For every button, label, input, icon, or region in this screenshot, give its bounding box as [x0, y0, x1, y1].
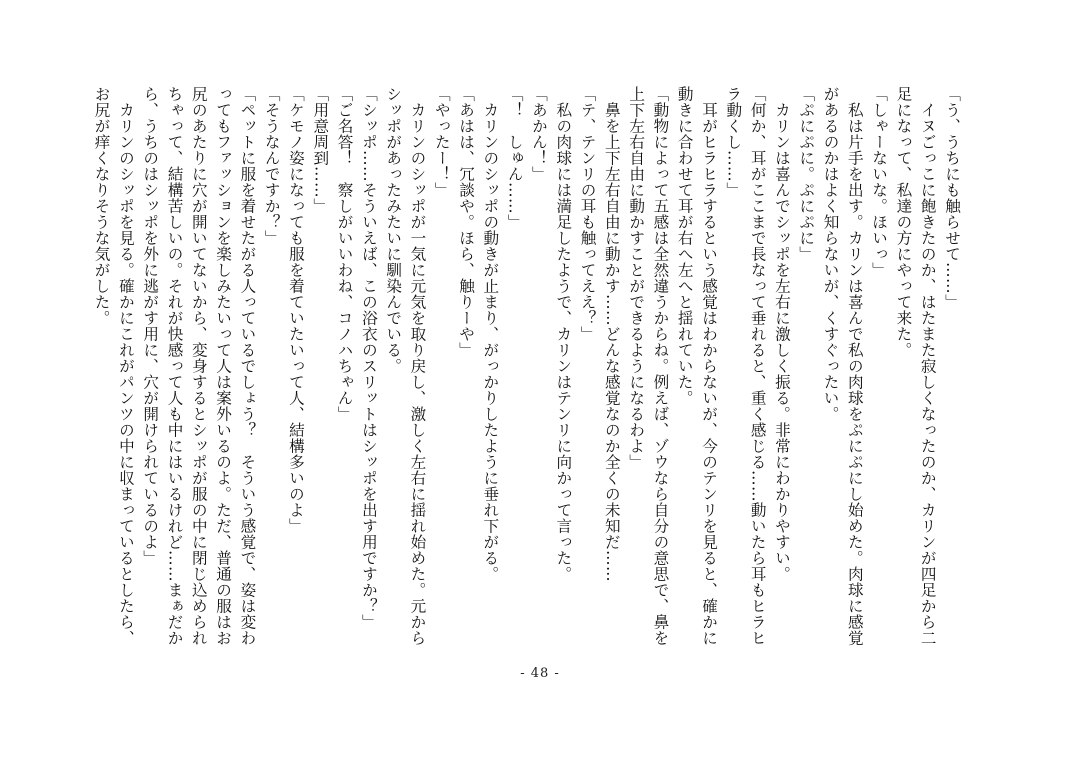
text-line: お尻が痒くなりそうな気がした。	[92, 86, 111, 326]
text-line: ラ動くし……」	[724, 86, 743, 198]
text-line: カリンのシッポの動きが止まり、がっかりしたように垂れ下がる。	[481, 86, 500, 582]
text-line: 「何か、耳がここまで長なって垂れると、重く感じる……動いたら耳もヒラヒ	[748, 86, 767, 646]
text-line: 上下左右自由に動かすことができるようになるわよ」	[627, 86, 646, 470]
text-line: 「！ しゅん……」	[505, 86, 524, 230]
vertical-text-body	[92, 86, 964, 646]
text-line: 耳がヒラヒラするという感覚はわからないが、今のテンリを見ると、確かに	[700, 86, 719, 646]
text-line: ってもファッションを楽しみたいって人は案外いるのよ。ただ、普通の服はお	[214, 86, 233, 646]
text-line: 鼻を上下左右自由に動かす……どんな感覚なのか全くの未知だ……	[602, 86, 621, 582]
text-line: 私は片手を出す。カリンは喜んで私の肉球をぷにぷにし始めた。肉球に感覚	[845, 86, 864, 646]
text-line: 動きに合わせて耳が右へ左へと揺れていた。	[675, 86, 694, 406]
text-line: カリンは喜んでシッポを左右に激しく振る。非常にわかりやすい。	[772, 86, 791, 582]
text-line: があるのかはよく知らないが、くすぐったい。	[821, 86, 840, 422]
text-line: シッポがあったみたいに馴染んでいる。	[384, 86, 403, 374]
text-line: 「ご名答！ 察しがいいわね、コノハちゃん」	[335, 86, 354, 422]
text-line: 足になって、私達の方にやって来た。	[894, 86, 913, 358]
text-line: 「テ、テンリの耳も触ってええ？」	[578, 86, 597, 342]
text-line: カリンのシッポが一気に元気を取り戻し、激しく左右に揺れ始めた。元から	[408, 86, 427, 646]
text-line: 「そうなんですか？」	[262, 86, 281, 246]
text-line: 「動物によって五感は全然違うからね。例えば、ゾウなら自分の意思で、鼻を	[651, 86, 670, 646]
text-line: 「ケモノ姿になっても服を着ていたいって人、結構多いのよ」	[286, 86, 305, 534]
text-line: 「やったー！」	[432, 86, 451, 198]
text-line: 「あはは、冗談や。ほら、触りーや」	[457, 86, 476, 358]
text-line: 「ぷにぷに。ぷにぷに」	[797, 86, 816, 262]
text-line: ちゃって、結構苦しいの。それが快感って人も中にはいるけれど……まぁだか	[165, 86, 184, 646]
text-line: 「う、うちにも触らせて……」	[943, 86, 961, 310]
page-number: - 48 -	[520, 666, 560, 681]
text-line: 「ペットに服を着せたがる人っているでしょう？ そういう感覚で、姿は変わ	[238, 86, 257, 646]
text-line: 私の肉球には満足したようで、カリンはテンリに向かって言った。	[554, 86, 573, 582]
text-line: 「用意周到……」	[311, 86, 330, 214]
text-line: 「シッポ……そういえば、この浴衣のスリットはシッポを出す用ですか？」	[359, 86, 378, 630]
text-line: 「しゃーないな。ほいっ」	[870, 86, 889, 278]
text-line: 「あかん！」	[529, 86, 548, 182]
text-line: ら、うちのはシッポを外に逃がす用に、穴が開けられているのよ」	[141, 86, 160, 566]
text-line: 尻のあたりに穴が開いてないから、変身するとシッポが服の中に閉じ込められ	[189, 86, 208, 646]
text-line: イヌごっこに飽きたのか、はたまた寂しくなったのか、カリンが四足から二	[918, 86, 937, 646]
text-line: カリンのシッポを見る。確かにこれがパンツの中に収まっているとしたら、	[116, 86, 135, 646]
